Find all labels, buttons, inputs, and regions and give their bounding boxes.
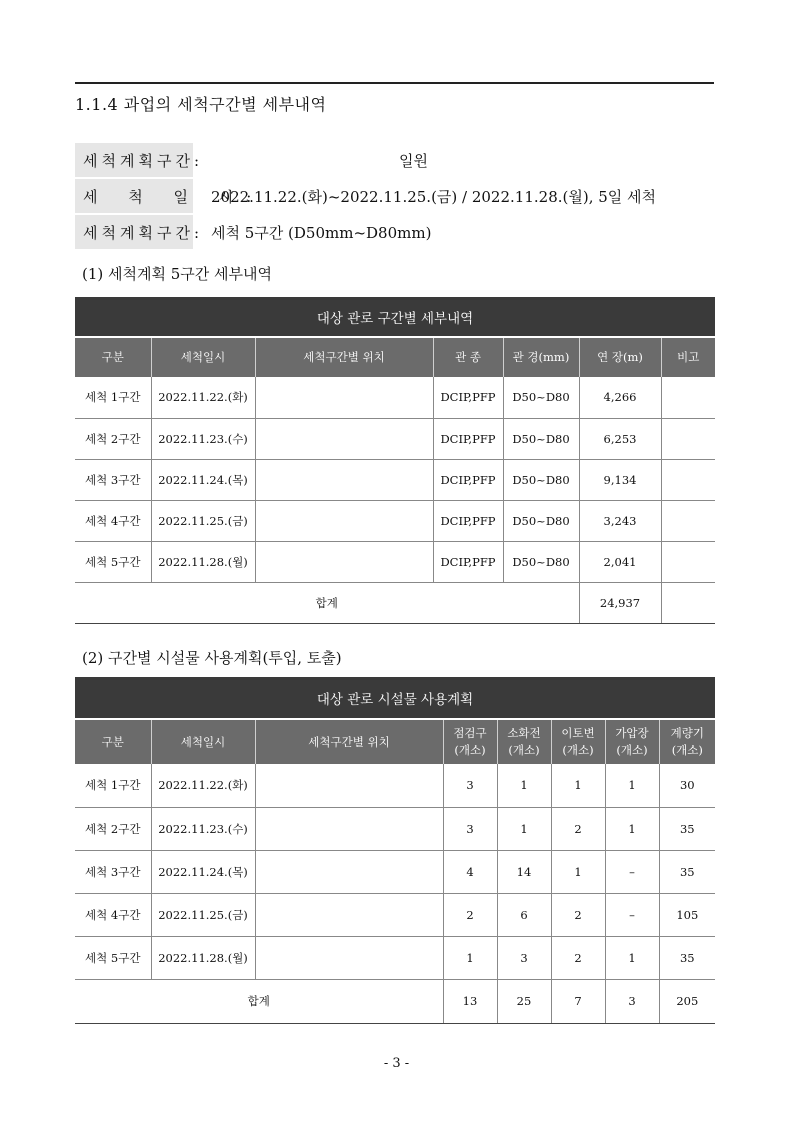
info-label-datetime: 세 척 일 시: bbox=[75, 179, 193, 213]
table2-caption: 대상 관로 시설물 사용계획 bbox=[75, 677, 715, 719]
table-cell: 세척 1구간 bbox=[75, 377, 151, 418]
table-cell: 3 bbox=[443, 764, 497, 807]
info-label-area: 세척계획구간: bbox=[75, 143, 193, 177]
table-cell: 세척 1구간 bbox=[75, 764, 151, 807]
table-row bbox=[75, 500, 715, 541]
table-cell: 2022.11.25.(금) bbox=[151, 893, 255, 936]
info-value-sections: 세척 5구간 (D50mm~D80mm) bbox=[211, 223, 432, 242]
table-cell: 세척 3구간 bbox=[75, 459, 151, 500]
table-row bbox=[75, 893, 715, 936]
table-cell: 2,041 bbox=[579, 541, 661, 582]
table-cell: 6,253 bbox=[579, 418, 661, 459]
table-cell bbox=[255, 459, 433, 500]
table2-total-row bbox=[75, 979, 715, 1023]
total-cell: 3 bbox=[605, 979, 659, 1023]
info-row-datetime bbox=[75, 179, 714, 213]
table-cell: – bbox=[605, 893, 659, 936]
table-cell: 2022.11.25.(금) bbox=[151, 500, 255, 541]
table-cell: 2022.11.24.(목) bbox=[151, 459, 255, 500]
table1-header: 세척일시 bbox=[151, 337, 255, 377]
table-cell: 2022.11.28.(월) bbox=[151, 541, 255, 582]
table-cell: 2022.11.28.(월) bbox=[151, 936, 255, 979]
total-label: 합계 bbox=[75, 979, 443, 1023]
table1-header: 연 장(m) bbox=[579, 337, 661, 377]
table-cell bbox=[255, 377, 433, 418]
total-cell: 13 bbox=[443, 979, 497, 1023]
table-cell: DCIP,PFP bbox=[433, 459, 503, 500]
table-cell: 3 bbox=[443, 807, 497, 850]
table2-header: 세척구간별 위치 bbox=[255, 719, 443, 764]
table1-header: 관 경(mm) bbox=[503, 337, 579, 377]
total-label: 합계 bbox=[75, 582, 579, 623]
info-value-area: 일원 bbox=[399, 151, 428, 170]
table-cell: – bbox=[605, 850, 659, 893]
table-cell: 35 bbox=[659, 807, 715, 850]
table-cell: D50~D80 bbox=[503, 500, 579, 541]
table-cell bbox=[255, 850, 443, 893]
table-cell bbox=[661, 541, 715, 582]
table1-header: 세척구간별 위치 bbox=[255, 337, 433, 377]
table-cell: 2 bbox=[551, 807, 605, 850]
table-cell: 2022.11.23.(수) bbox=[151, 807, 255, 850]
table-cell bbox=[255, 418, 433, 459]
table-cell: 105 bbox=[659, 893, 715, 936]
table1-header: 관 종 bbox=[433, 337, 503, 377]
total-cell: 25 bbox=[497, 979, 551, 1023]
table-cell: 3,243 bbox=[579, 500, 661, 541]
table-row bbox=[75, 936, 715, 979]
table-cell: 1 bbox=[605, 807, 659, 850]
table-cell: D50~D80 bbox=[503, 459, 579, 500]
table-cell bbox=[661, 459, 715, 500]
table-cell: 2 bbox=[443, 893, 497, 936]
table-cell: 35 bbox=[659, 936, 715, 979]
table2-header: 계량기 (개소) bbox=[659, 719, 715, 764]
table1-caption-row bbox=[75, 297, 715, 337]
table-cell: 35 bbox=[659, 850, 715, 893]
table-cell: 2022.11.23.(수) bbox=[151, 418, 255, 459]
table-cell: 1 bbox=[551, 764, 605, 807]
table-cell bbox=[255, 500, 433, 541]
table-cell: 세척 4구간 bbox=[75, 893, 151, 936]
table-cell: DCIP,PFP bbox=[433, 418, 503, 459]
table-cell: 1 bbox=[605, 936, 659, 979]
table-cell bbox=[255, 936, 443, 979]
table1-total-row bbox=[75, 582, 715, 623]
table-cell: D50~D80 bbox=[503, 418, 579, 459]
page-number: - 3 - bbox=[383, 1056, 410, 1071]
total-cell: 205 bbox=[659, 979, 715, 1023]
table-cell: 6 bbox=[497, 893, 551, 936]
table-cell: DCIP,PFP bbox=[433, 377, 503, 418]
table-cell: 2022.11.22.(화) bbox=[151, 764, 255, 807]
table-cell: 1 bbox=[443, 936, 497, 979]
table2-header: 점검구 (개소) bbox=[443, 719, 497, 764]
table2-caption-row bbox=[75, 677, 715, 719]
table-cell: DCIP,PFP bbox=[433, 500, 503, 541]
table-cell: 1 bbox=[497, 764, 551, 807]
table-cell: 1 bbox=[551, 850, 605, 893]
table-cell bbox=[661, 377, 715, 418]
table-cell: 2 bbox=[551, 893, 605, 936]
table-cell: 3 bbox=[497, 936, 551, 979]
table2-header: 가압장 (개소) bbox=[605, 719, 659, 764]
table1-caption: 대상 관로 구간별 세부내역 bbox=[75, 297, 715, 337]
table-cell bbox=[661, 418, 715, 459]
table-cell: 1 bbox=[497, 807, 551, 850]
info-row-sections bbox=[75, 215, 714, 249]
table-cell: DCIP,PFP bbox=[433, 541, 503, 582]
table-row bbox=[75, 418, 715, 459]
table-row bbox=[75, 850, 715, 893]
table-cell bbox=[255, 764, 443, 807]
table-cell: 세척 5구간 bbox=[75, 936, 151, 979]
info-row-area bbox=[75, 143, 714, 177]
table-cell bbox=[661, 500, 715, 541]
table2-header: 구분 bbox=[75, 719, 151, 764]
total-note bbox=[661, 582, 715, 623]
table-cell: D50~D80 bbox=[503, 377, 579, 418]
table-cell bbox=[255, 807, 443, 850]
facility-table bbox=[75, 677, 715, 1024]
table-row bbox=[75, 377, 715, 418]
total-length: 24,937 bbox=[579, 582, 661, 623]
table2-header: 세척일시 bbox=[151, 719, 255, 764]
table-cell: 9,134 bbox=[579, 459, 661, 500]
info-value-datetime: 2022.11.22.(화)~2022.11.25.(금) / 2022.11.28.(월), 5일 세척 bbox=[211, 187, 657, 206]
table1-header: 비고 bbox=[661, 337, 715, 377]
table2-header: 이토변 (개소) bbox=[551, 719, 605, 764]
table-cell: 세척 5구간 bbox=[75, 541, 151, 582]
table-cell bbox=[255, 893, 443, 936]
table1-subtitle: (1) 세척계획 5구간 세부내역 bbox=[82, 265, 272, 283]
table-cell: 세척 2구간 bbox=[75, 418, 151, 459]
table-cell: 2022.11.22.(화) bbox=[151, 377, 255, 418]
table2-header: 소화전 (개소) bbox=[497, 719, 551, 764]
table-cell: 14 bbox=[497, 850, 551, 893]
table-cell: 30 bbox=[659, 764, 715, 807]
table-cell: D50~D80 bbox=[503, 541, 579, 582]
table1-header: 구분 bbox=[75, 337, 151, 377]
table-cell: 4,266 bbox=[579, 377, 661, 418]
table-row bbox=[75, 541, 715, 582]
section-title: 1.1.4 과업의 세척구간별 세부내역 bbox=[75, 95, 327, 114]
table-cell bbox=[255, 541, 433, 582]
total-cell: 7 bbox=[551, 979, 605, 1023]
table-cell: 세척 2구간 bbox=[75, 807, 151, 850]
table-cell: 2022.11.24.(목) bbox=[151, 850, 255, 893]
table-cell: 세척 4구간 bbox=[75, 500, 151, 541]
table-cell: 1 bbox=[605, 764, 659, 807]
table1-header-row bbox=[75, 337, 715, 377]
table-row bbox=[75, 459, 715, 500]
table-cell: 4 bbox=[443, 850, 497, 893]
info-label-sections: 세척계획구간: bbox=[75, 215, 193, 249]
detail-table bbox=[75, 297, 715, 624]
table-cell: 2 bbox=[551, 936, 605, 979]
table2-subtitle: (2) 구간별 시설물 사용계획(투입, 토출) bbox=[82, 649, 342, 667]
info-block bbox=[75, 143, 714, 251]
table-row bbox=[75, 807, 715, 850]
table-cell: 세척 3구간 bbox=[75, 850, 151, 893]
table-row bbox=[75, 764, 715, 807]
top-rule bbox=[75, 82, 714, 84]
table2-header-row bbox=[75, 719, 715, 764]
